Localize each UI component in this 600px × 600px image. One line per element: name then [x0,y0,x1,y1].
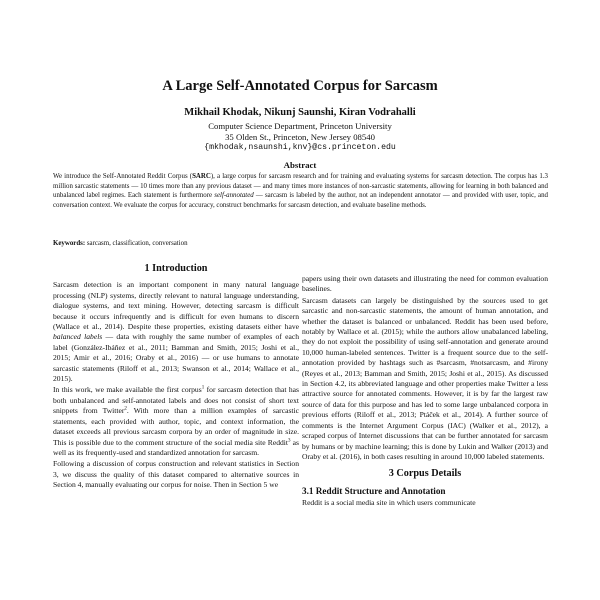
intro-p2-text-a: In this work, we make available the first corpus [53,385,202,395]
left-column [53,262,299,491]
abstract-part-2: ), a large corpus for sarcasm research and for training and evaluating systems for sarcasm detection. The corpus has 1.3 million sarcastic statements — 10 times more than any previous dataset — and many times more instances of non-sarcastic statements, allowing for learning in both balanced and unbalanced label regimes. Each statement is furthermore [53,173,548,200]
footnote-marker-1[interactable]: 1 [201,385,205,391]
subsection-heading-reddit: 3.1 Reddit Structure and Annotation [302,485,446,496]
affiliation [0,121,600,153]
paper-authors: Mikhail Khodak, Nikunj Saunshi, Kiran Vodrahalli [184,107,416,118]
intro-p1-text-a: Sarcasm detection is an important component in many natural language processing (NLP) systems, directly relevant to natural language understanding, dialogue systems, and text mining. However, detecting sarcasm is difficult because it occurs infrequently and is difficult for even humans to discern (Wallace et al., 2014). Despite these properties, existing datasets either have [53,280,299,332]
intro-p2-text-c: . With more than a million examples of sarcastic statements, each provided with author, topic, and context information, the dataset exceeds all previous sarcasm corpora by an order of magnitude in size. This is possible due to the comment structure of the social media site Reddit [53,406,299,447]
intro-p2-text-d: as well as its frequently-used and standardized annotation for sarcasm. [53,437,299,457]
intro-p1-text-b: — data with roughly the same number of examples of each label (González-Ibáñez et al., 2011; Bamman and Smith, 2015; Joshi et al., 2015; Amir et al., 2016; Oraby et al., 2016) — or use humans to annotate sarcastic statements (Riloff et al., 2013; Swanson et al., 2014; Wallace et al., 2015). [53,332,300,384]
abstract-part-1: We introduce the Self-Annotated Reddit Corpus ( [53,173,193,180]
affiliation-department: Computer Science Department, Princeton University [208,121,392,131]
keywords-label: Keywords: [53,240,86,247]
paper-title: A Large Self-Annotated Corpus for Sarcasm [162,78,438,94]
section-heading-introduction: 1 Introduction [144,263,208,274]
related-paragraph-1: Sarcasm datasets can largely be distinguished by the sources used to get sarcastic and non-sarcastic statements, the amount of human annotation, and whether the dataset is balanced or unbalanced. Reddit has been used before, notably by Wallace et al. (2015); while the authors allow unabalanced labeling, they do not exploit the possibility of using self-annotation and generate around 10,000 human-labeled sentences. Twitter is a frequent source due to the self-annotation provided by hashtags such as #sarcasm, #notsarcasm, and #irony (Reyes et al., 2013; Bamman and Smith, 2015; Joshi et al., 2015). As discussed in Section 4.2, its abbreviated language and other properties make Twitter a less attractive source for annotated comments. However, it is by far the largest raw source of data for this purpose and has led to some large unbalanced corpora in previous efforts (Riloff et al., 2013; Ptáček et al., 2014). A further source of comments is the Internet Argument Corpus (IAC) (Walker et al., 2012), a scraped corpus of Internet discussions that can be further annotated for sarcasm by humans or by machine learning; this is done by Lukin and Walker (2013) and Oraby et al. (2016), in both cases resulting in around 10,000 labeled statements. [302,295,548,461]
section-heading-corpus-details: 3 Corpus Details [388,468,462,480]
intro-paragraph-1 [53,280,299,384]
abstract-heading: Abstract [283,160,317,170]
corpus-paragraph-1: Reddit is a social media site in which users communicate [302,498,476,508]
abstract-part-3: — sarcasm is labeled by the author, not an independent annotator — and provided with user, topic, and conversation context. We evaluate the corpus for accuracy, construct benchmarks for sarcasm detection, and evaluate baseline methods. [53,192,548,209]
intro-paragraph-3: Following a discussion of corpus construction and relevant statistics in Section 3, we discuss the quality of this dataset compared to alternative sources in Section 4, manually evaluating our corpus for noise. Then in Section 5 we [53,459,299,490]
author-emails: {mkhodak,nsaunshi,knv}@cs.princeton.edu [204,142,396,152]
related-paragraph-0: papers using their own datasets and illustrating the need for common evaluation baselines. [302,274,548,294]
abstract-corpus-name: SARC [192,173,211,180]
keywords [53,239,548,249]
affiliation-address: 35 Olden St., Princeton, New Jersey 08540 [225,131,375,142]
intro-paragraph-2 [53,385,299,458]
footnote-marker-2[interactable]: 2 [124,406,127,412]
footnote-marker-3[interactable]: 3 [288,437,291,443]
intro-p2-text-b: for sarcasm detection that has both unbalanced and self-annotated labels and does not consist of short text snippets from Twitter [53,385,299,416]
right-column [302,262,548,509]
abstract-italic-term: self-annotated [214,192,254,200]
intro-p1-italic: balanced labels [53,332,103,342]
abstract-text [53,172,548,210]
keywords-value: sarcasm, classification, conversation [85,240,188,247]
